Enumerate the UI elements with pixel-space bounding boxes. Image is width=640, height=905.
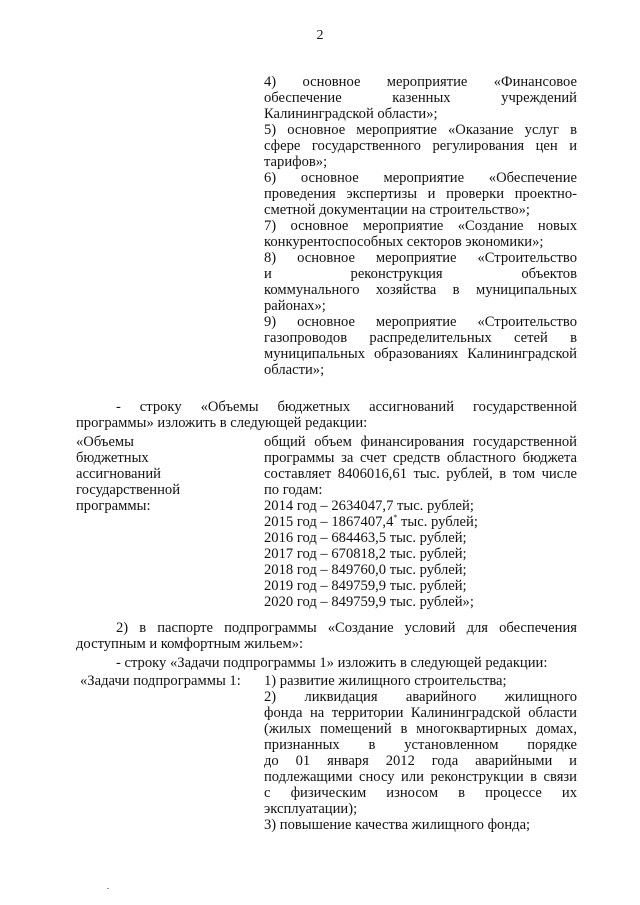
text-line: доступным и комфортным жильем»: <box>76 636 304 652</box>
text-line: 7) основное мероприятие «Создание новых <box>264 218 577 234</box>
text-fragment: тыс. рублей; <box>397 514 478 530</box>
text-line: (жилых помещений в многоквартирных домах, <box>264 721 577 737</box>
text-line: по годам: <box>264 482 323 498</box>
text-line: 5) основное мероприятие «Оказание услуг в <box>264 122 577 138</box>
text-line: - строку «Объемы бюджетных ассигнований государственной <box>116 399 577 415</box>
measure-item-5 <box>264 122 577 170</box>
text-line: области»; <box>264 362 325 378</box>
passport-item <box>76 620 577 652</box>
measure-item-9 <box>264 314 577 378</box>
text-line: районах»; <box>264 298 326 314</box>
text-line: 8) основное мероприятие «Строительство <box>264 250 577 266</box>
budget-label <box>76 434 256 514</box>
budget-description <box>264 434 577 610</box>
text-line: фонда на территории Калининградской области <box>264 705 577 721</box>
text-line: ассигнований <box>76 466 161 482</box>
text-line: газопроводов распределительных сетей в <box>264 330 577 346</box>
measure-item-4 <box>264 74 577 122</box>
budget-year-2014: 2014 год – 2634047,7 тыс. рублей; <box>264 498 474 514</box>
budget-year-2019: 2019 год – 849759,9 тыс. рублей; <box>264 578 467 594</box>
text-line: 9) основное мероприятие «Строительство <box>264 314 577 330</box>
text-line: государственной <box>76 482 181 498</box>
text-line: и реконструкция объектов <box>264 266 577 282</box>
text-line: обеспечение казенных учреждений <box>264 90 577 106</box>
measure-item-8 <box>264 250 577 314</box>
instruction-budget-line <box>76 399 577 431</box>
task-item-1: 1) развитие жилищного строительства; <box>264 673 507 689</box>
instruction-tasks-line <box>76 655 577 671</box>
tasks-description <box>264 673 577 833</box>
text-line: составляет 8406016,61 тыс. рублей, в том числе <box>264 466 577 482</box>
text-line: 2) в паспорте подпрограммы «Создание условий для обеспечения <box>116 620 577 636</box>
scan-speck <box>107 888 109 889</box>
text-line: признанных в установленном порядке <box>264 737 577 753</box>
text-line: подлежащими сносу или реконструкции в связи <box>264 769 577 785</box>
budget-year-2018: 2018 год – 849760,0 тыс. рублей; <box>264 562 467 578</box>
text-line: конкурентоспособных секторов экономики»; <box>264 234 544 250</box>
budget-year-2016: 2016 год – 684463,5 тыс. рублей; <box>264 530 467 546</box>
text-line: Калининградской области»; <box>264 106 438 122</box>
footnote-mark: * <box>393 513 398 522</box>
text-line: сфере государственного регулирования цен и <box>264 138 577 154</box>
text-fragment: 2015 год – 1867407,4 <box>264 514 394 530</box>
text-line: 6) основное мероприятие «Обеспечение <box>264 170 577 186</box>
tasks-label <box>80 673 260 689</box>
budget-year-2020: 2020 год – 849759,9 тыс. рублей»; <box>264 594 474 610</box>
text-line: «Задачи подпрограммы 1: <box>80 673 241 689</box>
measures-list <box>264 74 577 378</box>
text-line: бюджетных <box>76 450 149 466</box>
text-line: эксплуатации); <box>264 801 358 817</box>
text-line: с физическим износом в процессе их <box>264 785 577 801</box>
page-number: 2 <box>316 28 324 43</box>
text-line: - строку «Задачи подпрограммы 1» изложить в следующей редакции: <box>116 655 548 671</box>
text-line: проведения экспертизы и проверки проектно- <box>264 186 577 202</box>
measure-item-6 <box>264 170 577 218</box>
text-line: программы: <box>76 498 151 514</box>
text-line: общий объем финансирования государственной <box>264 434 577 450</box>
text-line: до 01 января 2012 года аварийными и <box>264 753 577 769</box>
text-line: программы» изложить в следующей редакции: <box>76 415 368 431</box>
budget-year-2015 <box>264 514 577 530</box>
measure-item-7 <box>264 218 577 250</box>
text-line: тарифов»; <box>264 154 328 170</box>
text-line: 2) ликвидация аварийного жилищного <box>264 689 577 705</box>
text-line: «Объемы <box>76 434 134 450</box>
text-line: коммунального хозяйства в муниципальных <box>264 282 577 298</box>
text-line: программы за счет средств областного бюджета <box>264 450 577 466</box>
text-line: муниципальных образованиях Калининградской <box>264 346 577 362</box>
task-item-3: 3) повышение качества жилищного фонда; <box>264 817 531 833</box>
text-line: 4) основное мероприятие «Финансовое <box>264 74 577 90</box>
text-line: сметной документации на строительство»; <box>264 202 530 218</box>
budget-year-2017: 2017 год – 670818,2 тыс. рублей; <box>264 546 467 562</box>
